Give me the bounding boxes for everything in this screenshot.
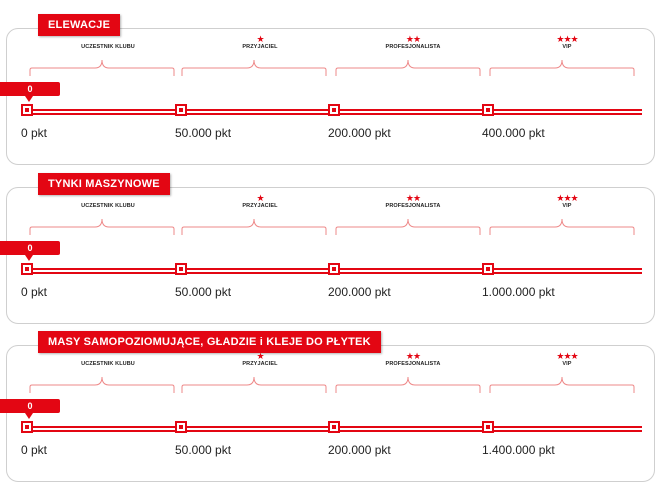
panel-title: MASY SAMOPOZIOMUJĄCE, GŁADZIE i KLEJE DO PŁYTEK xyxy=(38,331,381,353)
level-uczestnik-klubu: UCZESTNIK KLUBU xyxy=(38,34,178,50)
star-icon: ★★★ xyxy=(556,34,578,44)
star-icon: ★★ xyxy=(405,351,421,361)
level-range-brace xyxy=(29,215,175,237)
current-points-badge: 0 xyxy=(0,82,60,96)
level-range-brace xyxy=(335,373,481,395)
milestone-node xyxy=(482,263,494,275)
star-icon: ★★ xyxy=(405,193,421,203)
star-icon: ★ xyxy=(256,34,264,44)
level-range-brace xyxy=(489,56,635,78)
level-range-brace xyxy=(335,215,481,237)
level-range-brace xyxy=(335,56,481,78)
program-panel-masy-samopoziomujace xyxy=(0,331,662,486)
milestone-node xyxy=(482,104,494,116)
milestone-node xyxy=(482,421,494,433)
milestone-node xyxy=(175,104,187,116)
level-vip: ★★★ VIP xyxy=(497,351,637,367)
panel-title: ELEWACJE xyxy=(38,14,120,36)
threshold-label: 200.000 pkt xyxy=(328,443,391,457)
star-icon: ★ xyxy=(256,193,264,203)
star-icon xyxy=(38,193,178,203)
threshold-label: 50.000 pkt xyxy=(175,443,232,457)
level-uczestnik-klubu: UCZESTNIK KLUBU xyxy=(38,193,178,209)
milestone-node xyxy=(21,104,33,116)
level-vip: ★★★ VIP xyxy=(497,34,637,50)
badge-pointer-icon xyxy=(25,96,33,102)
program-panel-tynki-maszynowe xyxy=(0,173,662,328)
milestone-node xyxy=(175,263,187,275)
level-range-brace xyxy=(181,373,327,395)
level-profesjonalista: ★★ PROFESJONALISTA xyxy=(343,193,483,209)
threshold-label: 400.000 pkt xyxy=(482,126,545,140)
level-range-brace xyxy=(489,215,635,237)
panel-title: TYNKI MASZYNOWE xyxy=(38,173,170,195)
milestone-node xyxy=(328,263,340,275)
level-range-brace xyxy=(29,373,175,395)
star-icon xyxy=(38,351,178,361)
level-przyjaciel: ★ PRZYJACIEL xyxy=(190,351,330,367)
level-range-brace xyxy=(29,56,175,78)
level-przyjaciel: ★ PRZYJACIEL xyxy=(190,193,330,209)
current-points-badge: 0 xyxy=(0,399,60,413)
level-range-brace xyxy=(489,373,635,395)
milestone-node xyxy=(21,421,33,433)
threshold-label: 200.000 pkt xyxy=(328,126,391,140)
star-icon xyxy=(38,34,178,44)
threshold-label: 50.000 pkt xyxy=(175,285,232,299)
level-profesjonalista: ★★ PROFESJONALISTA xyxy=(343,34,483,50)
current-points-badge: 0 xyxy=(0,241,60,255)
level-profesjonalista: ★★ PROFESJONALISTA xyxy=(343,351,483,367)
milestone-node xyxy=(328,104,340,116)
level-vip: ★★★ VIP xyxy=(497,193,637,209)
threshold-label: 0 pkt xyxy=(21,285,48,299)
star-icon: ★★★ xyxy=(556,351,578,361)
level-range-brace xyxy=(181,215,327,237)
milestone-node xyxy=(175,421,187,433)
level-uczestnik-klubu: UCZESTNIK KLUBU xyxy=(38,351,178,367)
star-icon: ★★★ xyxy=(556,193,578,203)
threshold-label: 200.000 pkt xyxy=(328,285,391,299)
program-panel-elewacje xyxy=(0,14,662,169)
milestone-node xyxy=(21,263,33,275)
threshold-label: 50.000 pkt xyxy=(175,126,232,140)
level-range-brace xyxy=(181,56,327,78)
threshold-label: 0 pkt xyxy=(21,126,48,140)
threshold-label: 1.400.000 pkt xyxy=(482,443,555,457)
badge-pointer-icon xyxy=(25,255,33,261)
threshold-label: 1.000.000 pkt xyxy=(482,285,555,299)
milestone-node xyxy=(328,421,340,433)
star-icon: ★★ xyxy=(405,34,421,44)
level-przyjaciel: ★ PRZYJACIEL xyxy=(190,34,330,50)
star-icon: ★ xyxy=(256,351,264,361)
threshold-label: 0 pkt xyxy=(21,443,48,457)
badge-pointer-icon xyxy=(25,413,33,419)
